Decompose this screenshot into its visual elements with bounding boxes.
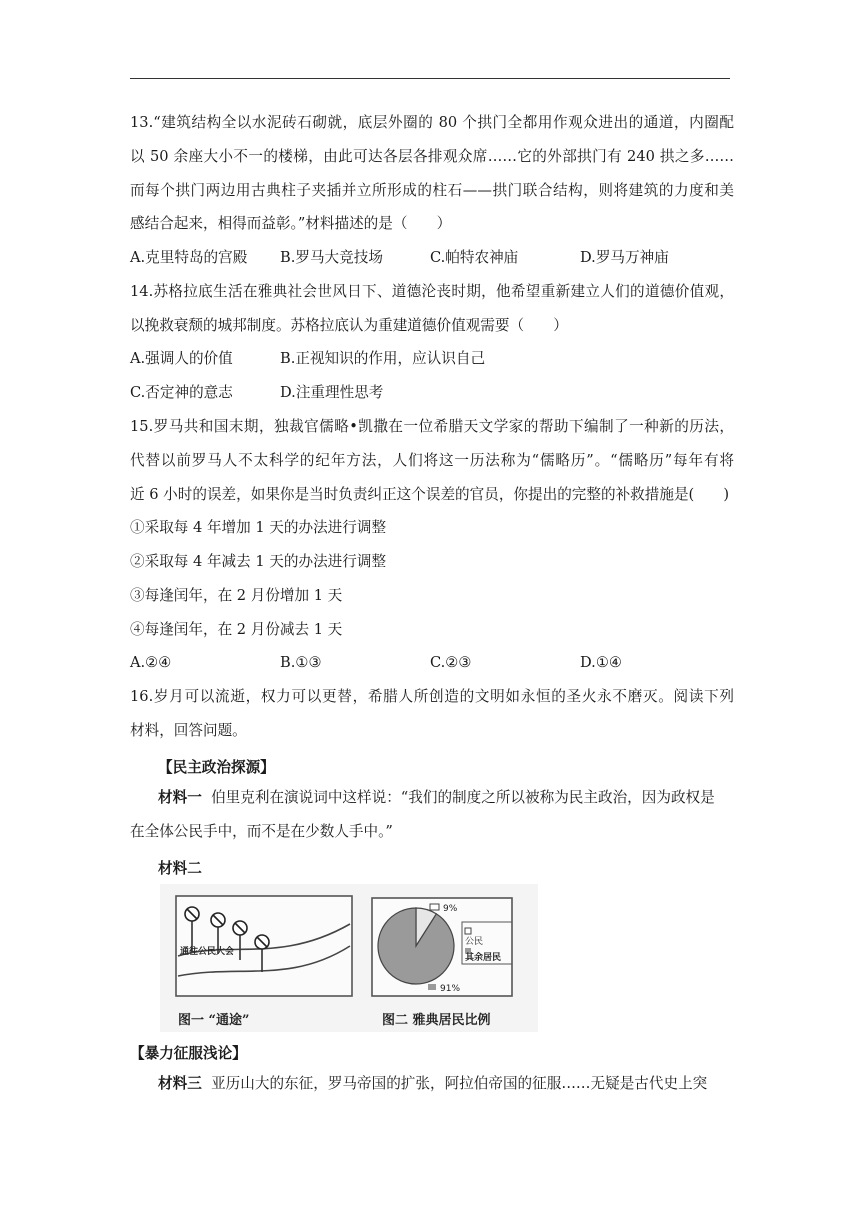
- section-heading-democracy: 【民主政治探源】: [158, 759, 275, 776]
- question-15-item: ①采取每 4 年增加 1 天的办法进行调整: [130, 519, 387, 537]
- option-a[interactable]: A.克里特岛的宫殿: [130, 249, 248, 266]
- option-c[interactable]: C.②③: [430, 654, 472, 671]
- question-14-line: 14.苏格拉底生活在雅典社会世风日下、道德沦丧时期，他希望重新建立人们的道德价值观，: [130, 283, 734, 300]
- figure-svg: [160, 884, 538, 1032]
- question-13-line: 而每个拱门两边用古典柱子夹插并立所形成的柱石——拱门联合结构，则将建筑的力度和美: [130, 181, 734, 199]
- question-15: [130, 410, 734, 647]
- option-d[interactable]: D.罗马万神庙: [580, 249, 669, 266]
- material-one-cont: [130, 815, 734, 849]
- question-15-line: 15.罗马共和国末期，独裁官儒略•凯撒在一位希腊天文学家的帮助下编制了一种新的历法，: [130, 418, 734, 435]
- header-rule: [130, 78, 730, 79]
- legend-others: 其余居民: [465, 953, 502, 963]
- fig1-caption: 图一 “通途”: [178, 1013, 250, 1028]
- question-15-options: [130, 646, 734, 680]
- question-16: [130, 680, 734, 748]
- fig1-sign-label: 通往公民大会: [180, 947, 235, 957]
- question-16-line: 材料，回答问题。: [130, 721, 247, 739]
- fig2-caption: 图二 雅典居民比例: [382, 1013, 491, 1028]
- question-13: [130, 106, 734, 241]
- option-a[interactable]: A.②④: [130, 654, 172, 671]
- material-one-text: 伯里克利在演说词中这样说：“我们的制度之所以被称为民主政治，因为政权是: [211, 789, 715, 806]
- material-two-label: 材料二: [158, 860, 202, 877]
- question-13-options: [130, 241, 734, 275]
- option-b[interactable]: B.罗马大竞技场: [280, 249, 383, 266]
- legend-swatch-large: [428, 984, 436, 990]
- material-three: [158, 1067, 734, 1101]
- option-b[interactable]: B.①③: [280, 654, 322, 671]
- pct-others: 91%: [440, 984, 461, 994]
- pct-citizen: 9%: [443, 904, 458, 914]
- material-one-text: 在全体公民手中，而不是在少数人手中。”: [130, 823, 393, 840]
- question-13-line: 以 50 余座大小不一的楼梯，由此可达各层各排观众席……它的外部拱门有 240 拱之多……: [130, 147, 734, 165]
- legend-swatch-citizen: [465, 928, 471, 934]
- question-15-item: ③每逢闰年，在 2 月份增加 1 天: [130, 586, 343, 604]
- material-two-figure: [160, 884, 538, 1032]
- option-b[interactable]: B.正视知识的作用，应认识自己: [280, 350, 486, 367]
- question-14-options-row2: [130, 376, 734, 410]
- pie-chart: [378, 908, 454, 984]
- question-16-line: 16.岁月可以流逝，权力可以更替，希腊人所创造的文明如永恒的圣火永不磨灭。阅读下列: [130, 688, 734, 705]
- question-14-options-row1: [130, 342, 734, 376]
- question-13-line: 感结合起来，相得而益彰。”材料描述的是（ ）: [130, 215, 452, 233]
- material-three-text: 亚历山大的东征，罗马帝国的扩张，阿拉伯帝国的征服……无疑是古代史上突: [211, 1075, 708, 1092]
- material-one-label: 材料一: [158, 789, 202, 806]
- question-13-line: 13.“建筑结构全以水泥砖石砌就，底层外圈的 80 个拱门全都用作观众进出的通道，内圈配: [130, 114, 734, 131]
- section-heading-conquest: 【暴力征服浅论】: [130, 1045, 247, 1062]
- legend-citizen: 公民: [465, 937, 484, 947]
- legend-swatch-small: [430, 904, 439, 910]
- option-d[interactable]: D.注重理性思考: [280, 384, 384, 401]
- question-14-line: 以挽救衰颓的城邦制度。苏格拉底认为重建道德价值观需要（ ）: [130, 316, 568, 334]
- question-15-line: 近 6 小时的误差，如果你是当时负责纠正这个误差的官员，你提出的完整的补救措施是( ): [130, 485, 730, 503]
- question-15-line: 代替以前罗马人不太科学的纪年方法，人们将这一历法称为“儒略历”。“儒略历”每年有将: [130, 451, 734, 469]
- option-c[interactable]: C.否定神的意志: [130, 384, 233, 401]
- question-14: [130, 275, 734, 343]
- question-15-item: ②采取每 4 年减去 1 天的办法进行调整: [130, 553, 387, 571]
- pie-slice-others: [378, 908, 454, 984]
- option-c[interactable]: C.帕特农神庙: [430, 249, 519, 266]
- option-a[interactable]: A.强调人的价值: [130, 350, 233, 367]
- material-one: [158, 781, 734, 815]
- material-three-label: 材料三: [158, 1075, 202, 1092]
- question-15-item: ④每逢闰年，在 2 月份减去 1 天: [130, 620, 343, 638]
- option-d[interactable]: D.①④: [580, 654, 622, 671]
- figure-one: [176, 896, 352, 1028]
- figure-two: [372, 898, 512, 1028]
